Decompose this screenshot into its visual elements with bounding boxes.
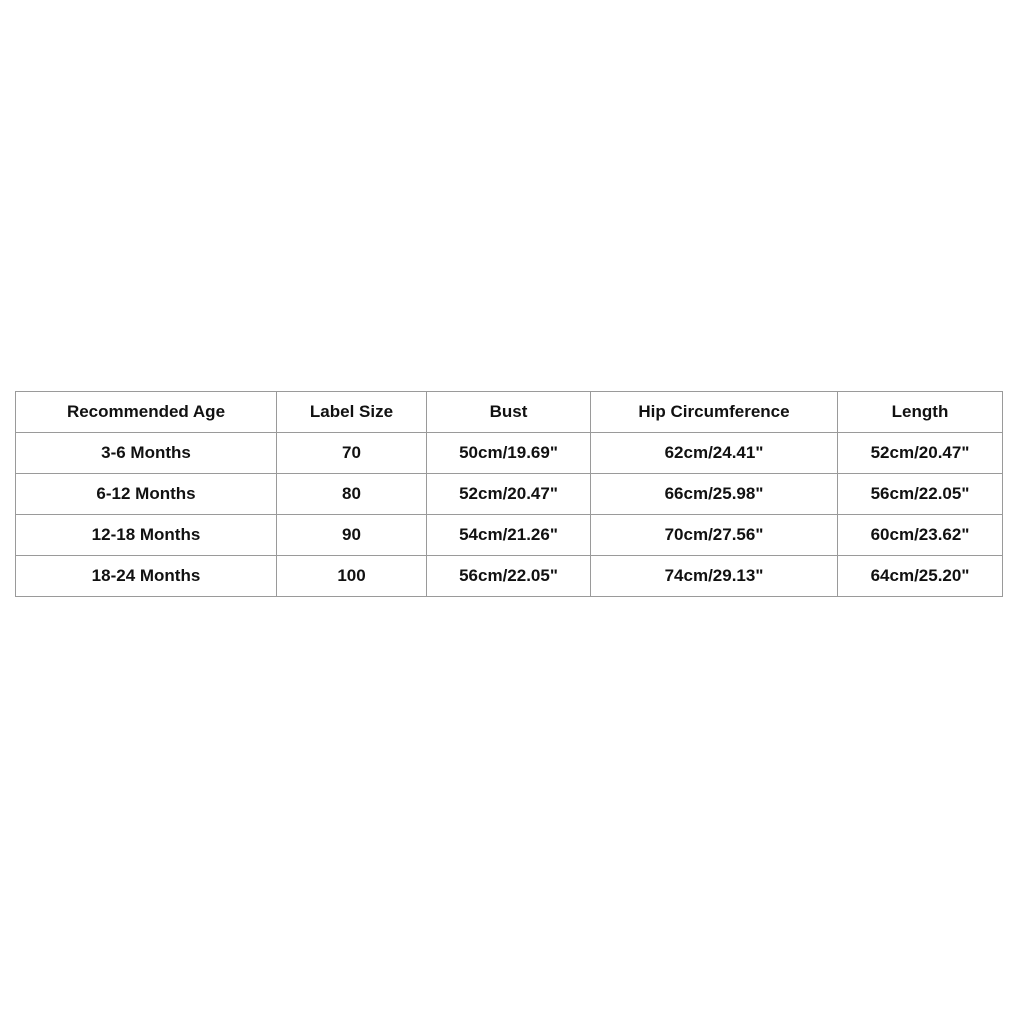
header-recommended-age: Recommended Age <box>16 392 277 433</box>
cell-label-size: 100 <box>277 556 427 597</box>
cell-age: 12-18 Months <box>16 515 277 556</box>
header-hip-circumference: Hip Circumference <box>591 392 838 433</box>
cell-bust: 50cm/19.69" <box>427 433 591 474</box>
cell-age: 6-12 Months <box>16 474 277 515</box>
cell-hip: 66cm/25.98" <box>591 474 838 515</box>
cell-length: 64cm/25.20" <box>838 556 1003 597</box>
table-header-row <box>16 392 1003 433</box>
cell-bust: 56cm/22.05" <box>427 556 591 597</box>
cell-label-size: 90 <box>277 515 427 556</box>
cell-length: 56cm/22.05" <box>838 474 1003 515</box>
cell-length: 52cm/20.47" <box>838 433 1003 474</box>
header-length: Length <box>838 392 1003 433</box>
table-row <box>16 515 1003 556</box>
table-row <box>16 556 1003 597</box>
cell-hip: 74cm/29.13" <box>591 556 838 597</box>
header-label-size: Label Size <box>277 392 427 433</box>
header-bust: Bust <box>427 392 591 433</box>
size-chart-table <box>15 391 1003 597</box>
cell-bust: 52cm/20.47" <box>427 474 591 515</box>
table-row <box>16 433 1003 474</box>
cell-age: 18-24 Months <box>16 556 277 597</box>
cell-length: 60cm/23.62" <box>838 515 1003 556</box>
cell-age: 3-6 Months <box>16 433 277 474</box>
cell-label-size: 70 <box>277 433 427 474</box>
cell-bust: 54cm/21.26" <box>427 515 591 556</box>
cell-hip: 70cm/27.56" <box>591 515 838 556</box>
table-row <box>16 474 1003 515</box>
cell-label-size: 80 <box>277 474 427 515</box>
cell-hip: 62cm/24.41" <box>591 433 838 474</box>
